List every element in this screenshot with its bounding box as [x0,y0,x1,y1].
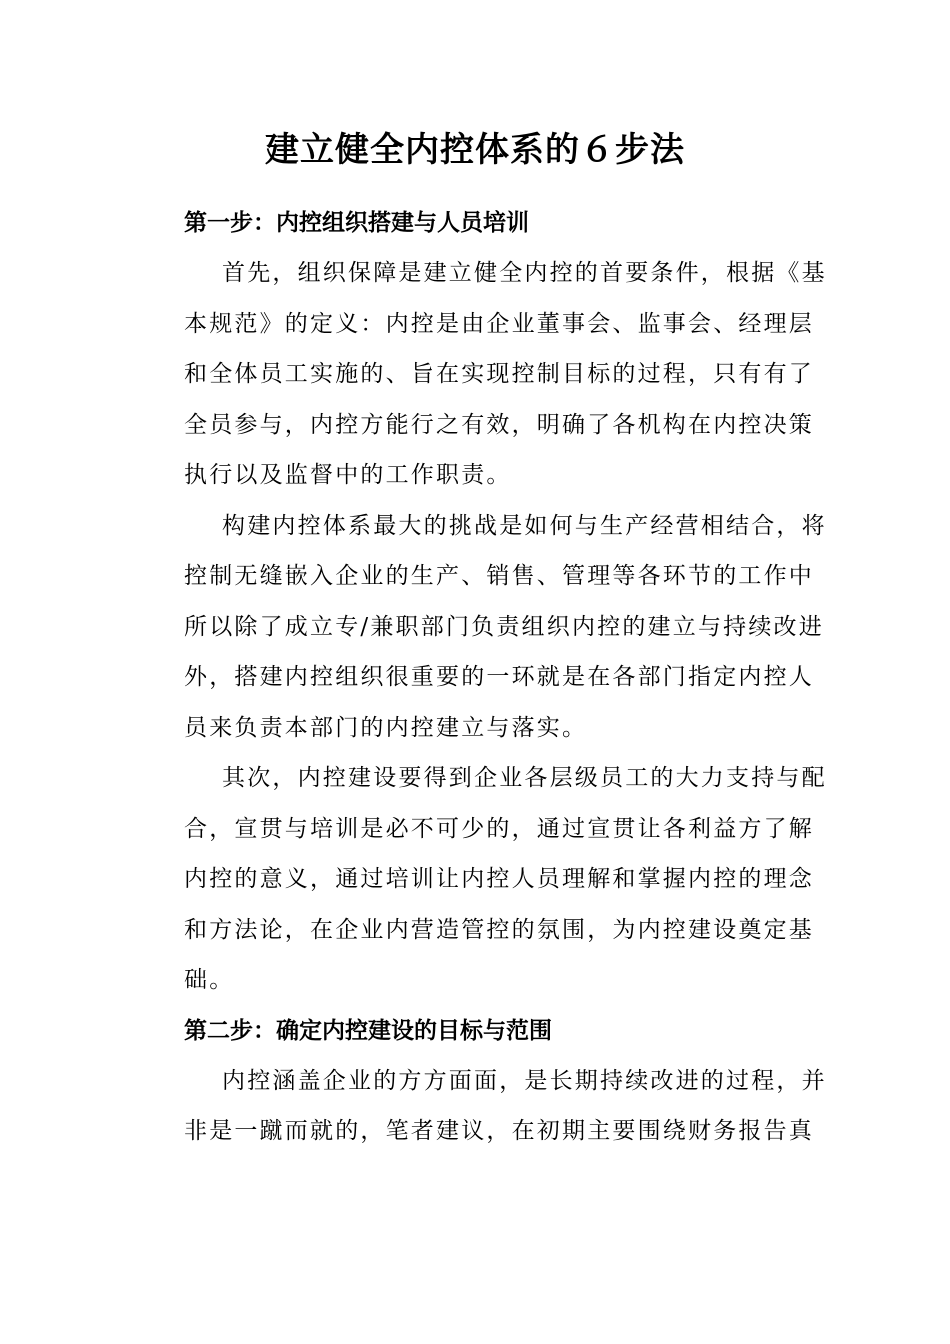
section-heading-step-1: 第一步：内控组织搭建与人员培训 [184,209,529,236]
paragraph-line: 外，搭建内控组织很重要的一环就是在各部门指定内控人 [184,664,814,690]
paragraph-line: 和方法论，在企业内营造管控的氛围，为内控建设奠定基 [184,916,814,943]
document-title: 建立健全内控体系的６步法 [265,130,685,170]
paragraph-line: 合，宣贯与培训是必不可少的，通过宣贯让各利益方了解 [184,815,814,842]
paragraph-line: 其次，内控建设要得到企业各层级员工的大力支持与配 [222,765,827,791]
paragraph-line: 本规范》的定义：内控是由企业董事会、监事会、经理层 [184,310,814,337]
paragraph-line: 员来负责本部门的内控建立与落实。 [184,714,588,741]
paragraph [146,1056,827,1157]
paragraph-line: 执行以及监督中的工作职责。 [184,462,512,488]
paragraph-line: 首先，组织保障是建立健全内控的首要条件，根据《基 [222,260,827,286]
paragraph-line: 和全体员工实施的、旨在实现控制目标的过程，只有有了 [184,361,814,387]
section-heading-step-2: 第二步：确定内控建设的目标与范围 [184,1016,552,1044]
paragraph-line: 内控的意义，通过培训让内控人员理解和掌握内控的理念 [184,866,814,892]
paragraph-line: 础。 [184,967,235,993]
paragraph [146,501,827,754]
paragraph [146,248,827,501]
paragraph-line: 非是一蹴而就的，笔者建议，在初期主要围绕财务报告真 [184,1118,814,1144]
paragraph [146,753,827,1006]
paragraph-line: 内控涵盖企业的方方面面，是长期持续改进的过程，并 [222,1067,827,1094]
paragraph-line: 构建内控体系最大的挑战是如何与生产经营相结合，将 [222,512,827,539]
document-body [146,198,827,1157]
paragraph-line: 控制无缝嵌入企业的生产、销售、管理等各环节的工作中 [184,563,814,589]
paragraph-line: 全员参与，内控方能行之有效，明确了各机构在内控决策 [184,411,814,438]
paragraph-line: 所以除了成立专/兼职部门负责组织内控的建立与持续改进 [184,613,824,640]
